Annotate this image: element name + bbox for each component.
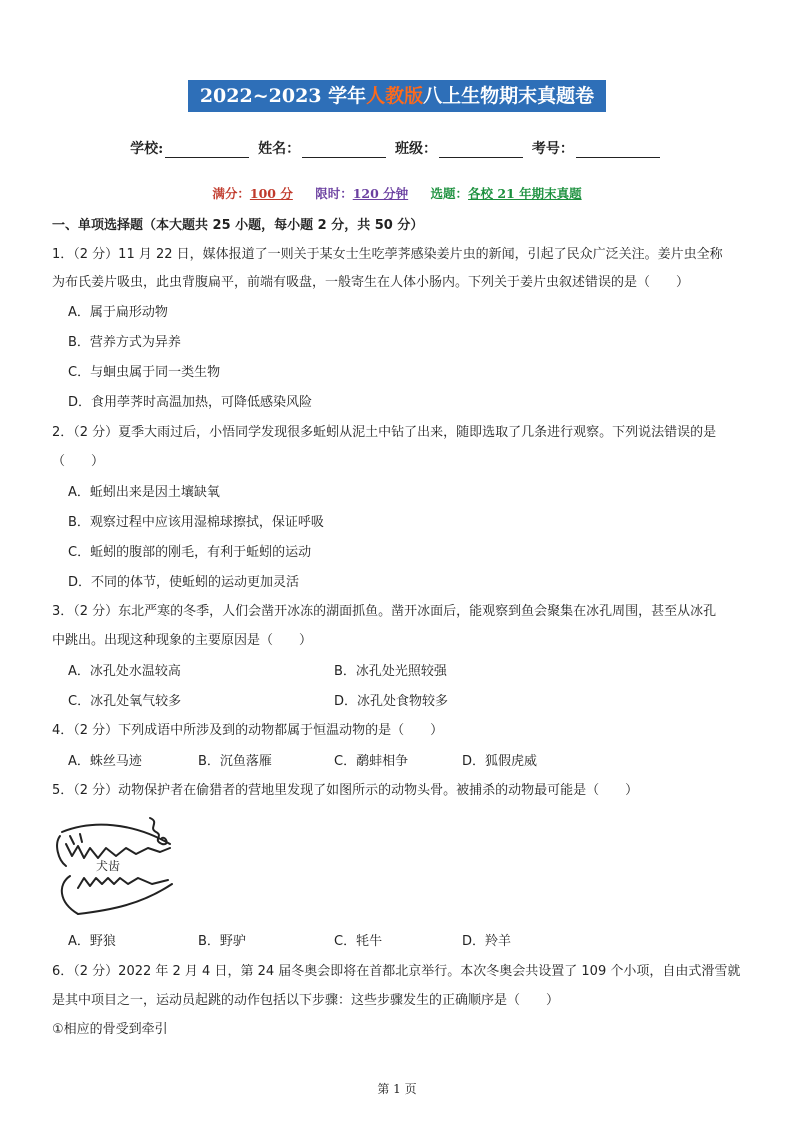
question-6-line-2: 是其中项目之一，运动员起跳的动作包括以下步骤：这些步骤发生的正确顺序是（ ）: [52, 993, 560, 1008]
q2-option-c: C．蚯蚓的腹部的刚毛，有利于蚯蚓的运动: [68, 545, 312, 560]
title-year: 2022~2023 学年: [199, 85, 367, 107]
question-2-line-1: 2．（2 分）夏季大雨过后，小悟同学发现很多蚯蚓从泥土中钻了出来，随即选取了几条进行观察。下列说法错误的是: [52, 425, 717, 440]
skull-figure: [52, 814, 182, 924]
q2-option-b: B．观察过程中应该用湿棉球擦拭，保证呼吸: [68, 515, 324, 530]
school-label: 学校:: [130, 141, 164, 157]
q2-option-a: A．蚯蚓出来是因土壤缺氧: [68, 485, 220, 500]
q1-option-c: C．与蛔虫属于同一类生物: [68, 365, 221, 380]
number-label: 考号：: [531, 141, 574, 157]
question-4-line-1: 4．（2 分）下列成语中所涉及到的动物都属于恒温动物的是（ ）: [52, 723, 444, 738]
q4-option-a: A．蛛丝马迹: [68, 754, 142, 769]
q2-option-d: D．不同的体节，使蚯蚓的运动更加灵活: [68, 575, 300, 590]
time-value: 120 分钟: [352, 186, 409, 201]
source-label: 选题：: [430, 186, 469, 201]
q3-option-a: A．冰孔处水温较高: [68, 664, 181, 679]
title-edition: 人教版: [366, 85, 424, 107]
name-blank: [302, 143, 386, 158]
page-number: 第 1 页: [377, 1082, 417, 1096]
question-6-line-1: 6．（2 分）2022 年 2 月 4 日，第 24 届冬奥会即将在首都北京举行。本次冬奥会共设置了 109 个小项，自由式滑雪就: [52, 964, 741, 979]
score-label: 满分：: [212, 186, 250, 201]
q5-option-a: A．野狼: [68, 934, 116, 949]
q1-option-b: B．营养方式为异养: [68, 335, 181, 350]
exam-title: [188, 80, 606, 112]
q3-option-b: B．冰孔处光照较强: [334, 664, 447, 679]
question-5-line-1: 5．（2 分）动物保护者在偷猎者的营地里发现了如图所示的动物头骨。被捕杀的动物最可能是（ ）: [52, 783, 639, 798]
q3-option-d: D．冰孔处食物较多: [334, 694, 449, 709]
q4-option-b: B．沉鱼落雁: [198, 754, 272, 769]
question-3-line-2: 中跳出。出现这种现象的主要原因是（ ）: [52, 633, 313, 648]
student-info: [0, 138, 794, 158]
question-6-line-3: ①相应的骨受到牵引: [52, 1022, 168, 1037]
title-wrap: [0, 80, 794, 112]
question-1-line-2: 为布氏姜片吸虫，此虫背腹扁平，前端有吸盘，一般寄生在人体小肠内。下列关于姜片虫叙述错误的是（ ）: [52, 275, 690, 290]
q5-option-c: C．牦牛: [334, 934, 383, 949]
time-label: 限时：: [315, 186, 353, 201]
q4-option-c: C．鹬蚌相争: [334, 754, 409, 769]
school-blank: [165, 143, 249, 158]
class-blank: [439, 143, 523, 158]
number-blank: [576, 143, 660, 158]
source-value: 各校 21 年期末真题: [468, 186, 582, 201]
q5-option-d: D．羚羊: [462, 934, 512, 949]
question-1-line-1: 1．（2 分）11 月 22 日，媒体报道了一则关于某女士生吃荸荠感染姜片虫的新闻，引起了民众广泛关注。姜片虫全称: [52, 247, 723, 262]
title-subject: 八上生物期末真题卷: [423, 85, 595, 107]
exam-meta: [0, 184, 794, 202]
q5-option-b: B．野驴: [198, 934, 246, 949]
q1-option-a: A．属于扁形动物: [68, 305, 168, 320]
question-3-line-1: 3．（2 分）东北严寒的冬季，人们会凿开冰冻的湖面抓鱼。凿开冰面后，能观察到鱼会聚集在冰孔周围，甚至从冰孔: [52, 604, 717, 619]
score-value: 100 分: [249, 186, 293, 201]
name-label: 姓名：: [258, 141, 301, 157]
q1-option-d: D．食用荸荠时高温加热，可降低感染风险: [68, 395, 313, 410]
section-title: 一、单项选择题（本大题共 25 小题，每小题 2 分，共 50 分）: [52, 218, 424, 233]
q4-option-d: D．狐假虎威: [462, 754, 538, 769]
question-2-line-2: （ ）: [52, 454, 105, 469]
canine-label: 犬齿: [96, 859, 121, 873]
q3-option-c: C．冰孔处氧气较多: [68, 694, 182, 709]
class-label: 班级：: [395, 141, 438, 157]
